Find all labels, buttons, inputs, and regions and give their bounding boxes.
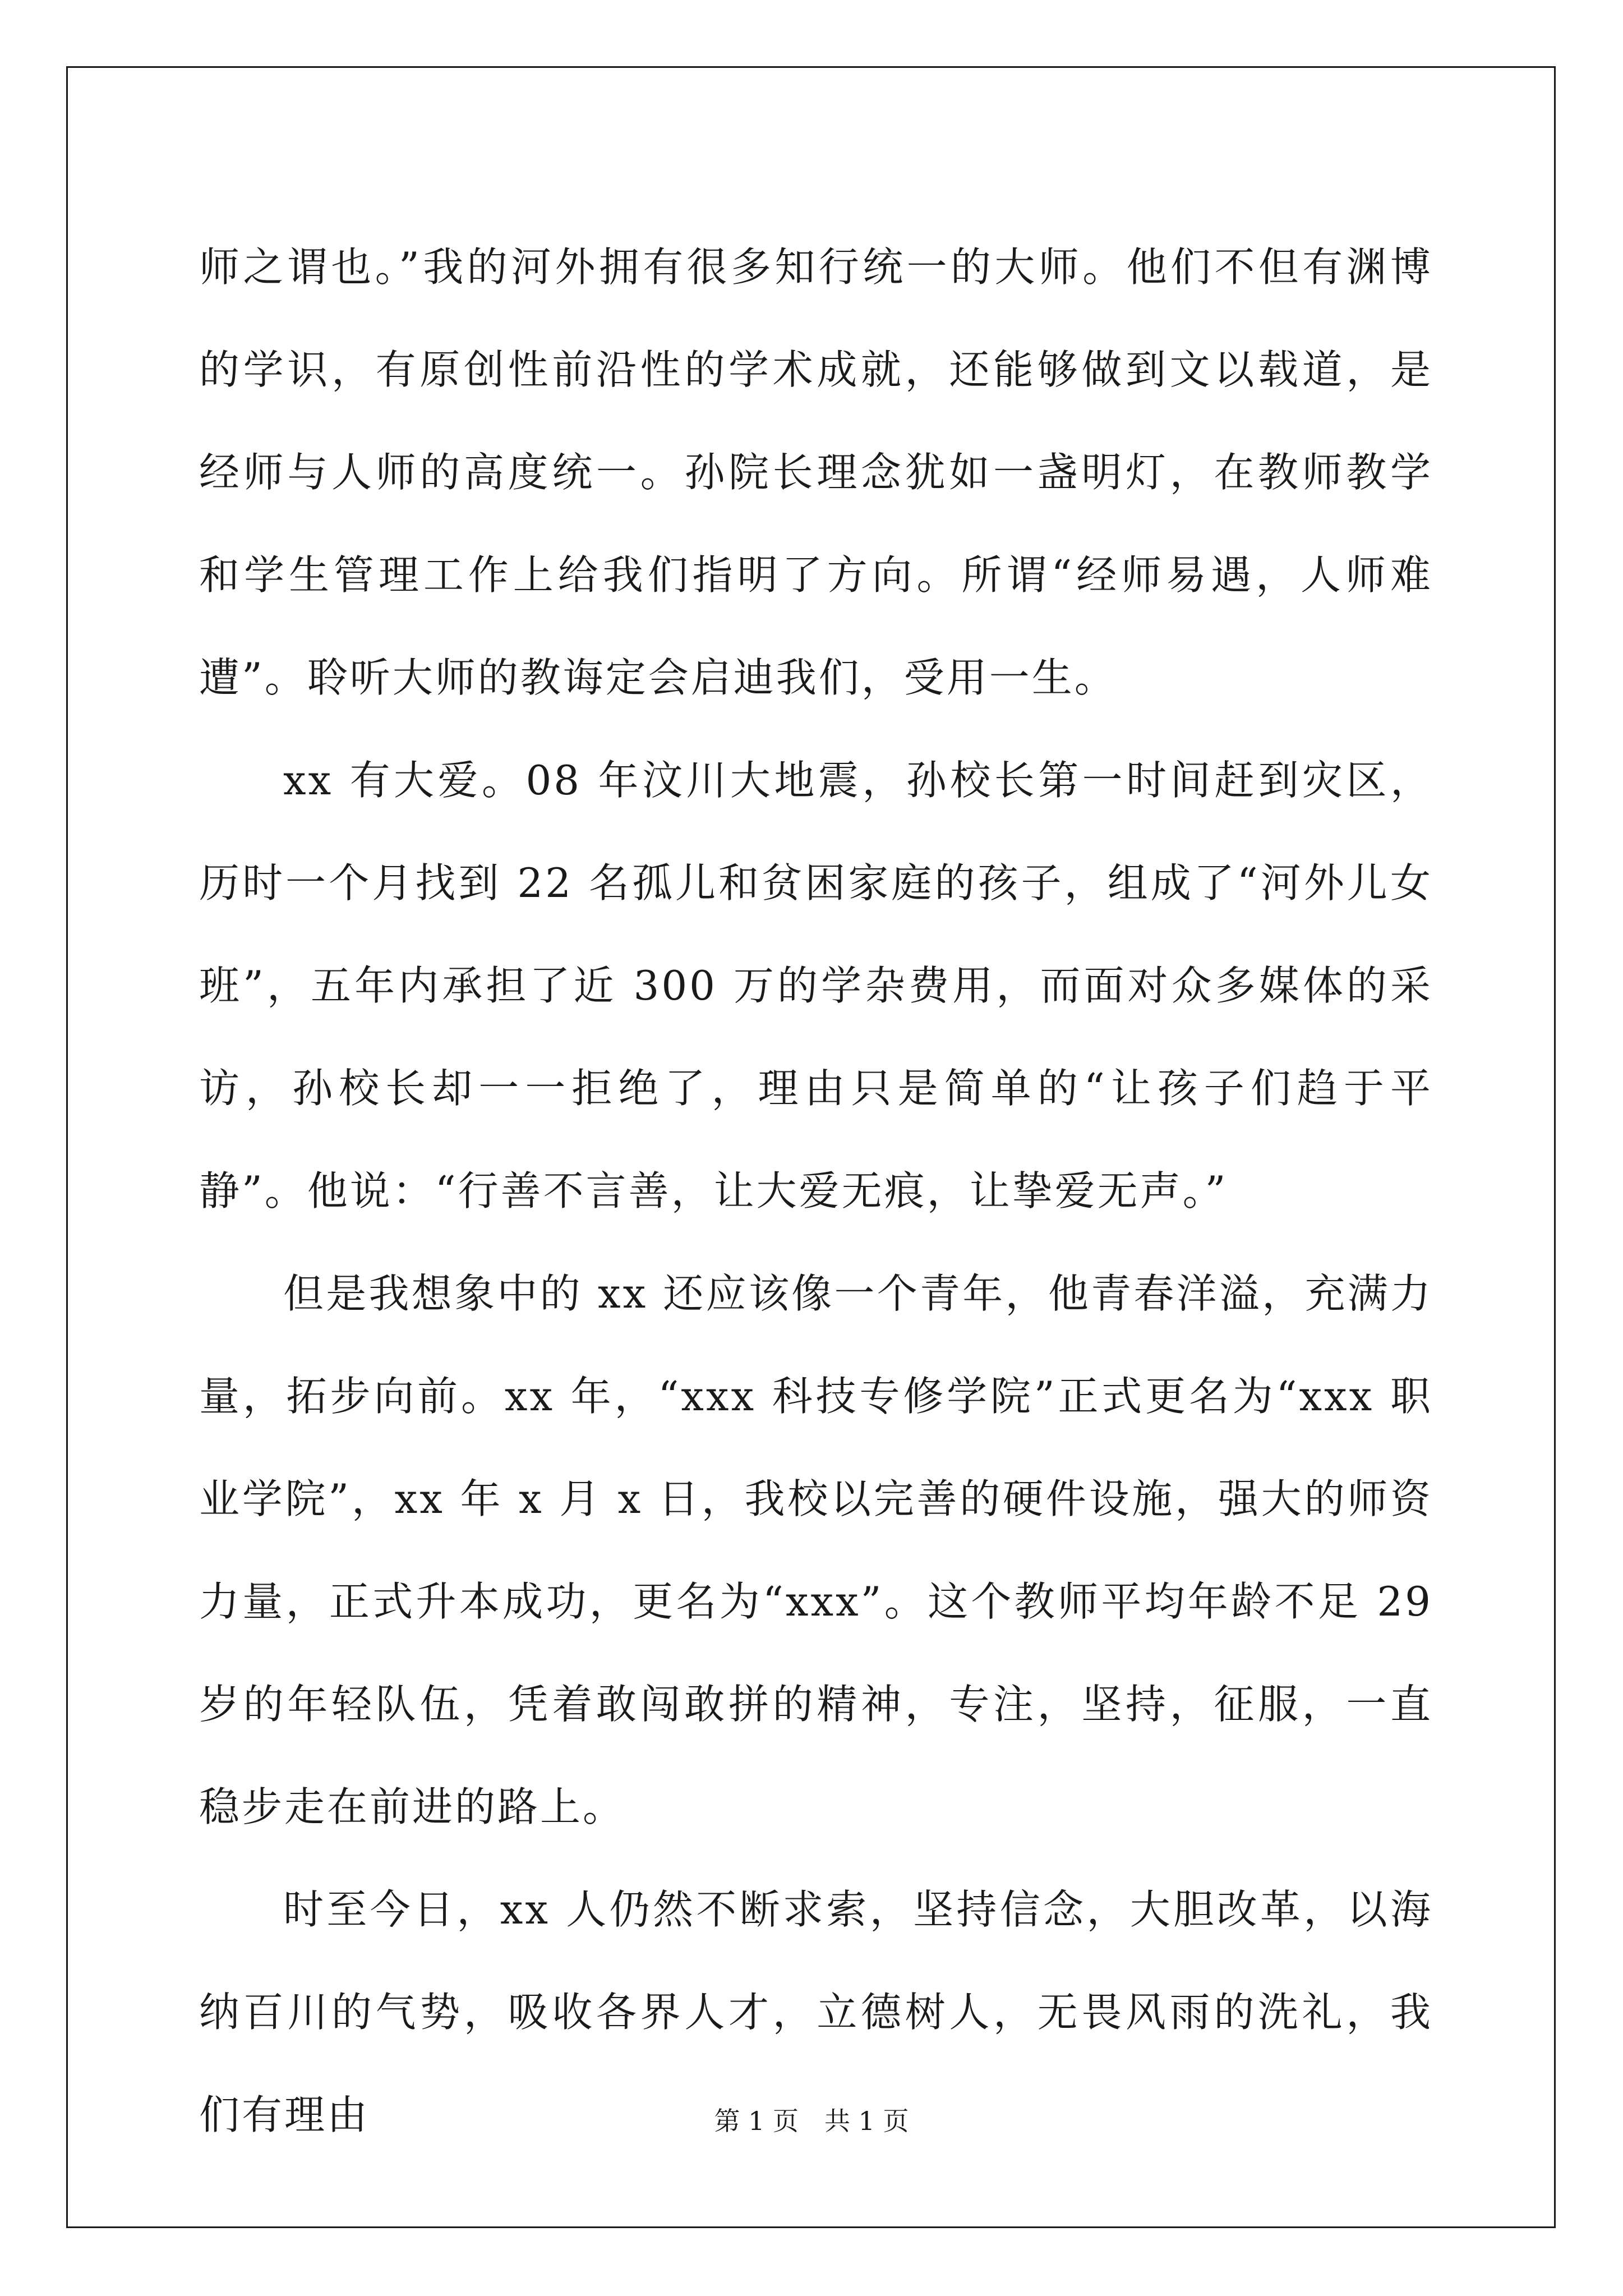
page-footer: 第 1 页 共 1 页 bbox=[714, 2106, 909, 2136]
paragraph-1: 师之谓也。”我的河外拥有很多知行统一的大师。他们不但有渊博的学识，有原创性前沿性的学术成就，还能够做到文以载道，是经师与人师的高度统一。孙院长理念犹如一盏明灯，在教师教学和学生管理工作上给我们指明了方向。所谓“经师易遇，人师难遭”。聆听大师的教诲定会启迪我们，受用一生。 bbox=[199, 243, 1433, 701]
paragraph-3: 但是我想象中的 xx 还应该像一个青年，他青春洋溢，充满力量，拓步向前。xx 年，“xxx 科技专修学院”正式更名为“xxx 职业学院”，xx 年 x 月 x 日，我校以完善的硬件设施，强大的师资力量，正式升本成功，更名为“xxx”。这个教师平均年龄不足 29 岁的年轻队伍，凭着敢闯敢拼的精神，专注，坚持，征服，一直稳步走在前进的路上。 bbox=[199, 1270, 1433, 1830]
paragraph-2: xx 有大爱。08 年汶川大地震，孙校长第一时间赶到灾区，历时一个月找到 22 名孤儿和贫困家庭的孩子，组成了“河外儿女班”，五年内承担了近 300 万的学杂费用，而面对众多媒体的采访，孙校长却一一拒绝了，理由只是简单的“让孩子们趋于平静”。他说：“行善不言善，让大爱无痕，让挚爱无声。” bbox=[199, 757, 1433, 1214]
paragraph-4: 时至今日，xx 人仍然不断求索，坚持信念，大胆改革，以海纳百川的气势，吸收各界人才，立德树人，无畏风雨的洗礼，我们有理由 bbox=[199, 1886, 1433, 2138]
document-body bbox=[199, 216, 1433, 2166]
